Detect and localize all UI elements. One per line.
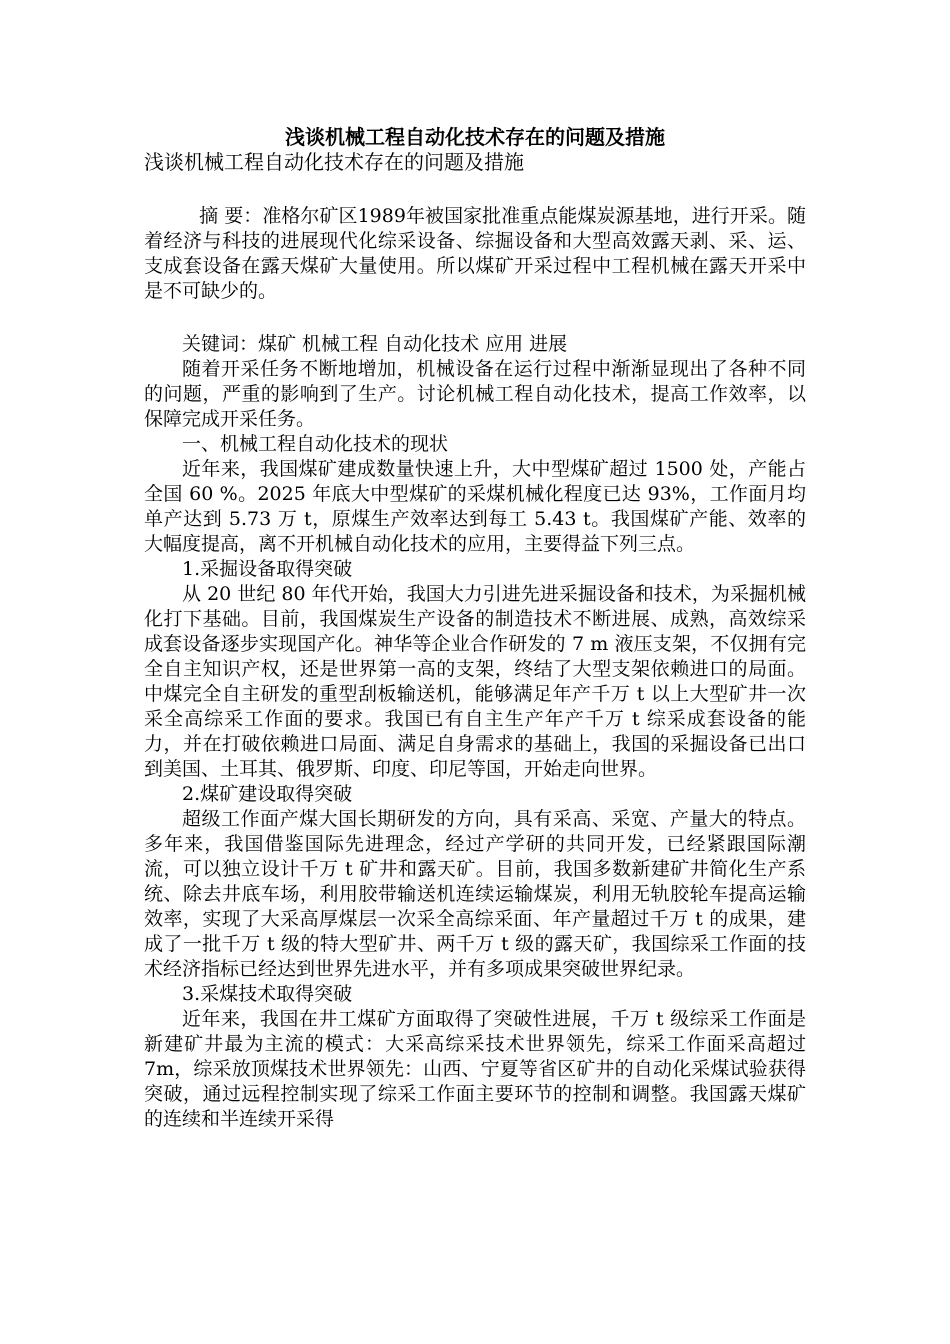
blank-line <box>144 304 806 332</box>
subsection-paragraph: 超级工作面产煤大国长期研发的方向，具有采高、采宽、产量大的特点。多年来，我国借鉴国际先进理念，经过产学研的共同开发，已经紧跟国际潮流，可以独立设计千万 t 矿井和露天矿。目前，我国多数新建矿井简化生产系统、除去井底车场，利用胶带输送机连续运输煤炭，利用无轨胶轮车提高运输效率，实现了大采高厚煤层一次采全高综采面、年产量超过千万 t 的成果，建成了一批千万 t 级的特大型矿井、两千万 t 级的露天矿，我国综采工作面的技术经济指标已经达到世界先进水平，并有多项成果突破世界纪录。 <box>144 808 806 980</box>
subsection-heading: 1.采掘设备取得突破 <box>182 558 353 580</box>
intro-paragraph: 随着开采任务不断地增加，机械设备在运行过程中渐渐显现出了各种不同的问题，严重的影响到了生产。讨论机械工程自动化技术，提高工作效率，以保障完成开采任务。 <box>144 358 806 430</box>
document-body <box>144 148 806 1132</box>
subsection-paragraph: 从 20 世纪 80 年代开始，我国大力引进先进采掘设备和技术，为采掘机械化打下基础。目前，我国煤炭生产设备的制造技术不断进展、成熟，高效综采成套设备逐步实现国产化。神华等企业合作研发的 7 m 液压支架，不仅拥有完全自主知识产权，还是世界第一高的支架，终结了大型支架依赖进口的局面。中煤完全自主研发的重型刮板输送机，能够满足年产千万 t 以上大型矿井一次采全高综采工作面的要求。我国已有自主生产年产千万 t 综采成套设备的能力，并在打破依赖进口局面、满足自身需求的基础上，我国的采掘设备已出口到美国、土耳其、俄罗斯、印度、印尼等国，开始走向世界。 <box>144 583 806 780</box>
document-title: 浅谈机械工程自动化技术存在的问题及措施 <box>285 125 665 149</box>
subsection-paragraph: 近年来，我国在井工煤矿方面取得了突破性进展，千万 t 级综采工作面是新建矿井最为主流的模式：大采高综采技术世界领先，综采工作面采高超过 7m，综采放顶煤技术世界领先：山西、宁夏等省区矿井的自动化采煤试验获得突破，通过远程控制实现了综采工作面主要环节的控制和调整。我国露天煤矿的连续和半连续开采得 <box>144 1008 806 1130</box>
section-paragraph: 近年来，我国煤矿建成数量快速上升，大中型煤矿超过 1500 处，产能占全国 60 %。2025 年底大中型煤矿的采煤机械化程度已达 93%，工作面月均单产达到 5.73 万 t，原煤生产效率达到每工 5.43 t。我国煤矿产能、效率的大幅度提高，离不开机械自动化技术的应用，主要得益下列三点。 <box>144 458 806 555</box>
subsection-heading: 3.采煤技术取得突破 <box>182 983 353 1005</box>
document-subtitle: 浅谈机械工程自动化技术存在的问题及措施 <box>144 150 524 174</box>
abstract-paragraph: 摘 要：准格尔矿区1989年被国家批准重点能煤炭源基地，进行开采。随着经济与科技的进展现代化综采设备、综掘设备和大型高效露天剥、采、运、支成套设备在露天煤矿大量使用。所以煤矿开采过程中工程机械在露天开采中是不可缺少的。 <box>144 205 806 302</box>
subsection-heading: 2.煤矿建设取得突破 <box>182 783 353 805</box>
section-heading: 一、机械工程自动化技术的现状 <box>182 433 449 455</box>
blank-line <box>144 176 806 204</box>
keywords-line: 关键词：煤矿 机械工程 自动化技术 应用 进展 <box>182 333 568 355</box>
